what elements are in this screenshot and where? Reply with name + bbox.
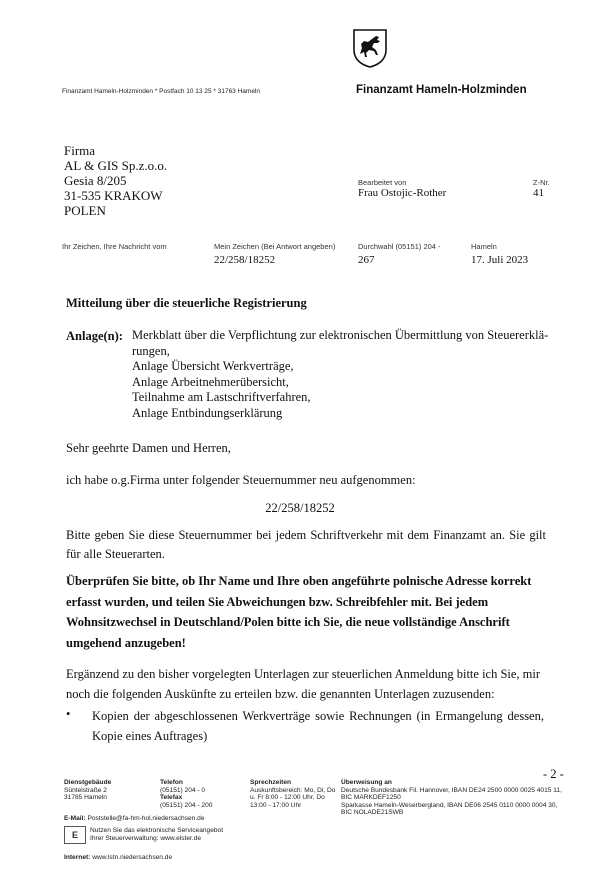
attachment-item: Teilnahme am Lastschriftverfahren, — [132, 390, 311, 404]
footer-internet — [64, 854, 172, 862]
state-horse-logo — [352, 28, 388, 68]
footer-hours-line: u. Fr 8:00 - 12:00 Uhr, Do — [250, 794, 325, 802]
recipient-line: 31-535 KRAKOW — [64, 188, 163, 203]
footer-bank-title: Überweisung an — [341, 779, 392, 786]
footer-hours-line: 13:00 - 17:00 Uhr — [250, 801, 302, 809]
footer-bank — [341, 779, 562, 817]
attachments-list — [132, 328, 548, 421]
footer-email-label: E-Mail: — [64, 815, 86, 822]
processor-name: Frau Ostojic-Rother — [358, 187, 447, 199]
bullet-item: Kopien der abgeschlossenen Werkverträge sowie Rechnungen (in Ermangelung dessen, Kopie eines Auftrages) — [92, 709, 544, 743]
phone-extension-value: 267 — [358, 254, 375, 266]
office-name: Finanzamt Hameln-Holzminden — [356, 84, 527, 96]
footer-phone-value: (05151) 204 - 0 — [160, 786, 206, 794]
footer-phone — [160, 779, 212, 809]
footer-fax-title: Telefax — [160, 794, 183, 802]
footer-bank-line: Sparkasse Hameln-Weserbergland, IBAN DE06 2545 0110 0000 0004 30, — [341, 801, 558, 809]
attachment-item: Anlage Entbindungserklärung — [132, 405, 283, 420]
footer-internet-link[interactable]: www.lstn.niedersachsen.de — [92, 854, 173, 861]
footer-elster-line: Ihrer Steuerverwaltung: www.elster.de — [90, 834, 202, 842]
footer-phone-title: Telefon — [160, 779, 183, 786]
bullet-marker: • — [66, 707, 71, 721]
elster-icon: E — [64, 826, 86, 844]
recipient-line: Gesia 8/205 — [64, 173, 127, 188]
your-reference-label: Ihr Zeichen, Ihre Nachricht vom — [62, 242, 167, 251]
footer-building-line: Süntelstraße 2 — [64, 786, 107, 794]
footer-fax-value: (05151) 204 - 200 — [160, 801, 213, 809]
intro-text: ich habe o.g.Firma unter folgender Steuernummer neu aufgenommen: — [66, 473, 416, 487]
letter-date: 17. Juli 2023 — [471, 254, 529, 266]
tax-number: 22/258/18252 — [265, 501, 335, 515]
footer-internet-label: Internet: — [64, 854, 91, 861]
my-reference-value: 22/258/18252 — [214, 254, 276, 266]
return-address: Finanzamt Hameln-Holzminden * Postfach 10 13 25 * 31763 Hameln — [62, 88, 260, 95]
footer-building-line: 31785 Hameln — [64, 794, 107, 802]
znr-value: 41 — [533, 187, 544, 199]
page-number: - 2 - — [543, 767, 564, 781]
attachments-label: Anlage(n): — [66, 329, 123, 343]
recipient-line: AL & GIS Sp.z.o.o. — [64, 158, 168, 173]
footer-elster-line: Nutzen Sie das elektronische Serviceangebot — [90, 827, 224, 834]
footer-elster-note — [90, 827, 223, 842]
my-reference-label: Mein Zeichen (Bei Antwort angeben) — [214, 242, 336, 251]
footer-building — [64, 779, 111, 802]
attachment-item: rungen, — [132, 343, 170, 358]
footer-hours-title: Sprechzeiten — [250, 779, 292, 786]
footer-bank-line: BIC MARKDEF1250 — [341, 794, 401, 802]
footer-hours-line: Auskunftsbereich: Mo, Di, Do — [250, 786, 336, 794]
paragraph-address-check: Überprüfen Sie bitte, ob Ihr Name und Ihre oben angeführte polnische Adresse korrekt erfasst wurden, und teilen Sie Abweichungen bzw. Schreibfehler mit. Bei jedem Wohnsitzwechsel in Deutschland/Polen bitte ich Sie, die neue vollständige Anschrift umgehend anzugeben! — [66, 574, 532, 650]
salutation: Sehr geehrte Damen und Herren, — [66, 441, 231, 455]
phone-extension-label: Durchwahl (05151) 204 - — [358, 242, 441, 251]
paragraph-additional-info: Ergänzend zu den bisher vorgelegten Unterlagen zur steuerlichen Anmeldung bitte ich Sie, mir noch die folgenden Auskünfte zu erteilen bzw. die genannten Unterlagen zuzusenden: — [66, 667, 541, 701]
footer-bank-line: Deutsche Bundesbank Fil. Hannover, IBAN DE24 2500 0000 0025 4015 11, — [341, 786, 562, 794]
footer-hours — [250, 779, 335, 809]
processor-label: Bearbeitet von — [358, 178, 407, 187]
footer-bank-line: BIC NOLADE21SWB — [341, 809, 404, 817]
footer-email-link[interactable]: Poststelle@fa-hm-hol.niedersachsen.de — [87, 815, 205, 822]
place-label: Hameln — [471, 242, 497, 251]
letter-subject: Mitteilung über die steuerliche Registrierung — [66, 296, 307, 310]
recipient-address — [64, 143, 167, 218]
recipient-line: POLEN — [64, 203, 106, 218]
attachment-item: Anlage Arbeitnehmerübersicht, — [132, 374, 289, 389]
paragraph-tax-usage: Bitte geben Sie diese Steuernummer bei jedem Schriftverkehr mit dem Finanzamt an. Sie gilt für alle Steuerarten. — [66, 528, 546, 561]
footer-building-title: Dienstgebäude — [64, 779, 112, 786]
znr-label: Z-Nr. — [533, 178, 550, 187]
attachment-item: Merkblatt über die Verpflichtung zur elektronischen Übermittlung von Steuererklä- — [132, 328, 549, 342]
footer-email — [64, 815, 205, 823]
recipient-line: Firma — [64, 143, 96, 158]
attachment-item: Anlage Übersicht Werkverträge, — [132, 359, 294, 373]
